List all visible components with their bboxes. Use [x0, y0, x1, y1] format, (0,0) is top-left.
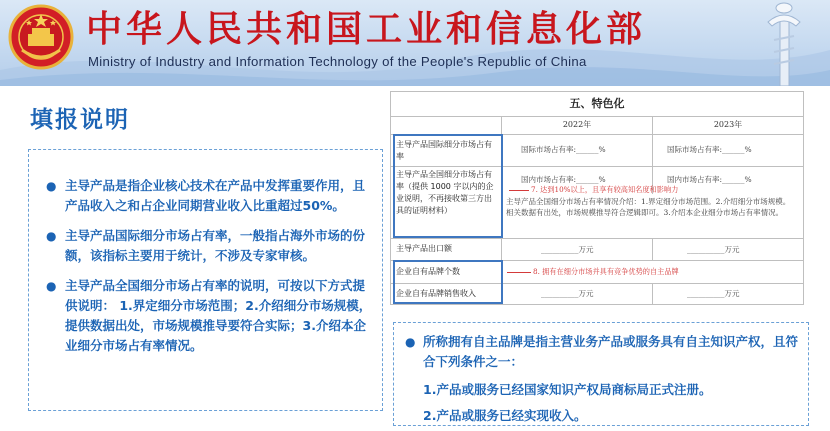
ministry-banner — [0, 0, 830, 86]
national-share-2023-field[interactable]: 国内市场占有率:______% — [667, 175, 752, 184]
annotation-note-7: 7. 达到10%以上，且享有较高知名度和影响力 — [531, 185, 679, 194]
annotation-note-8: 8. 拥有在细分市场并具有竞争优势的自主品牌 — [533, 267, 679, 276]
bullet-icon: ● — [46, 179, 57, 193]
row-label-brand-count: 企业自有品牌个数 — [396, 267, 460, 276]
ministry-name-english: Ministry of Industry and Information Technology of the People's Republic of China — [88, 54, 587, 69]
page-title: 填报说明 — [30, 107, 130, 133]
export-2023-field[interactable]: __________万元 — [687, 245, 740, 254]
instruction-main-product: 主导产品是指企业核心技术在产品中发挥重要作用，且产品收入之和占企业同期营业收入比重超过50%。 — [65, 178, 366, 213]
highlight-market-share-rows — [393, 134, 503, 238]
column-header-2022: 2022年 — [562, 120, 592, 129]
highlight-brand-rows — [393, 260, 503, 304]
national-share-2022-field[interactable]: 国内市场占有率:______% — [521, 175, 606, 184]
brand-sales-2022-field[interactable]: __________万元 — [541, 289, 594, 298]
instruction-national-share: 主导产品全国细分市场占有率的说明，可按以下方式提供说明： 1.界定细分市场范围；2.介绍细分市场规模，提供数据出处，市场规模推导要符合实际；3.介绍本企业细分市场占有率情况。 — [65, 278, 372, 353]
brand-definition-head — [403, 332, 803, 372]
ornamental-column-icon — [744, 0, 824, 86]
ministry-name-chinese: 中华人民共和国工业和信息化部 — [86, 9, 647, 50]
row-label-brand-sales: 企业自有品牌销售收入 — [396, 289, 476, 298]
brand-definition — [403, 332, 803, 426]
brand-condition-2: 2.产品或服务已经实现收入。 — [423, 408, 587, 423]
column-header-2023: 2023年 — [713, 120, 743, 129]
bullet-icon: ● — [46, 229, 57, 243]
intl-share-2023-field[interactable]: 国际市场占有率:______% — [667, 145, 752, 154]
instruction-intl-share: 主导产品国际细分市场占有率，一般指占海外市场的份额，该指标主要用于统计，不涉及专家审核。 — [65, 228, 366, 263]
list-item — [40, 276, 376, 356]
form-section-title: 五、特色化 — [569, 97, 625, 110]
bullet-icon: ● — [46, 279, 57, 293]
national-emblem-icon — [8, 4, 74, 70]
list-item — [40, 226, 376, 266]
export-2022-field[interactable]: __________万元 — [541, 245, 594, 254]
list-item — [40, 176, 376, 216]
brand-sales-2023-field[interactable]: __________万元 — [687, 289, 740, 298]
row-label-export: 主导产品出口额 — [396, 244, 452, 253]
brand-definition-text: 所称拥有自主品牌是指主营业务产品或服务具有自主知识产权，且符合下列条件之一： — [423, 334, 799, 369]
form-table — [390, 91, 804, 305]
row-label-national-share: 主导产品全国细分市场占有率（提供 1000 字以内的企业说明，不再接收第三方出具的证明材料） — [396, 170, 494, 215]
brand-condition-1: 1.产品或服务已经国家知识产权局商标局正式注册。 — [423, 382, 712, 397]
national-share-description: 主导产品全国细分市场占有率情况介绍：1.界定细分市场范围。2.介绍细分市场规模。相关数据有出处，市场规模推导符合逻辑即可。3.介绍本企业细分市场占有率情况。 — [506, 197, 791, 217]
row-label-intl-share: 主导产品国际细分市场占有率 — [396, 140, 492, 161]
intl-share-2022-field[interactable]: 国际市场占有率:______% — [521, 145, 606, 154]
bullet-icon: ● — [405, 335, 416, 349]
instructions-list — [40, 176, 376, 366]
